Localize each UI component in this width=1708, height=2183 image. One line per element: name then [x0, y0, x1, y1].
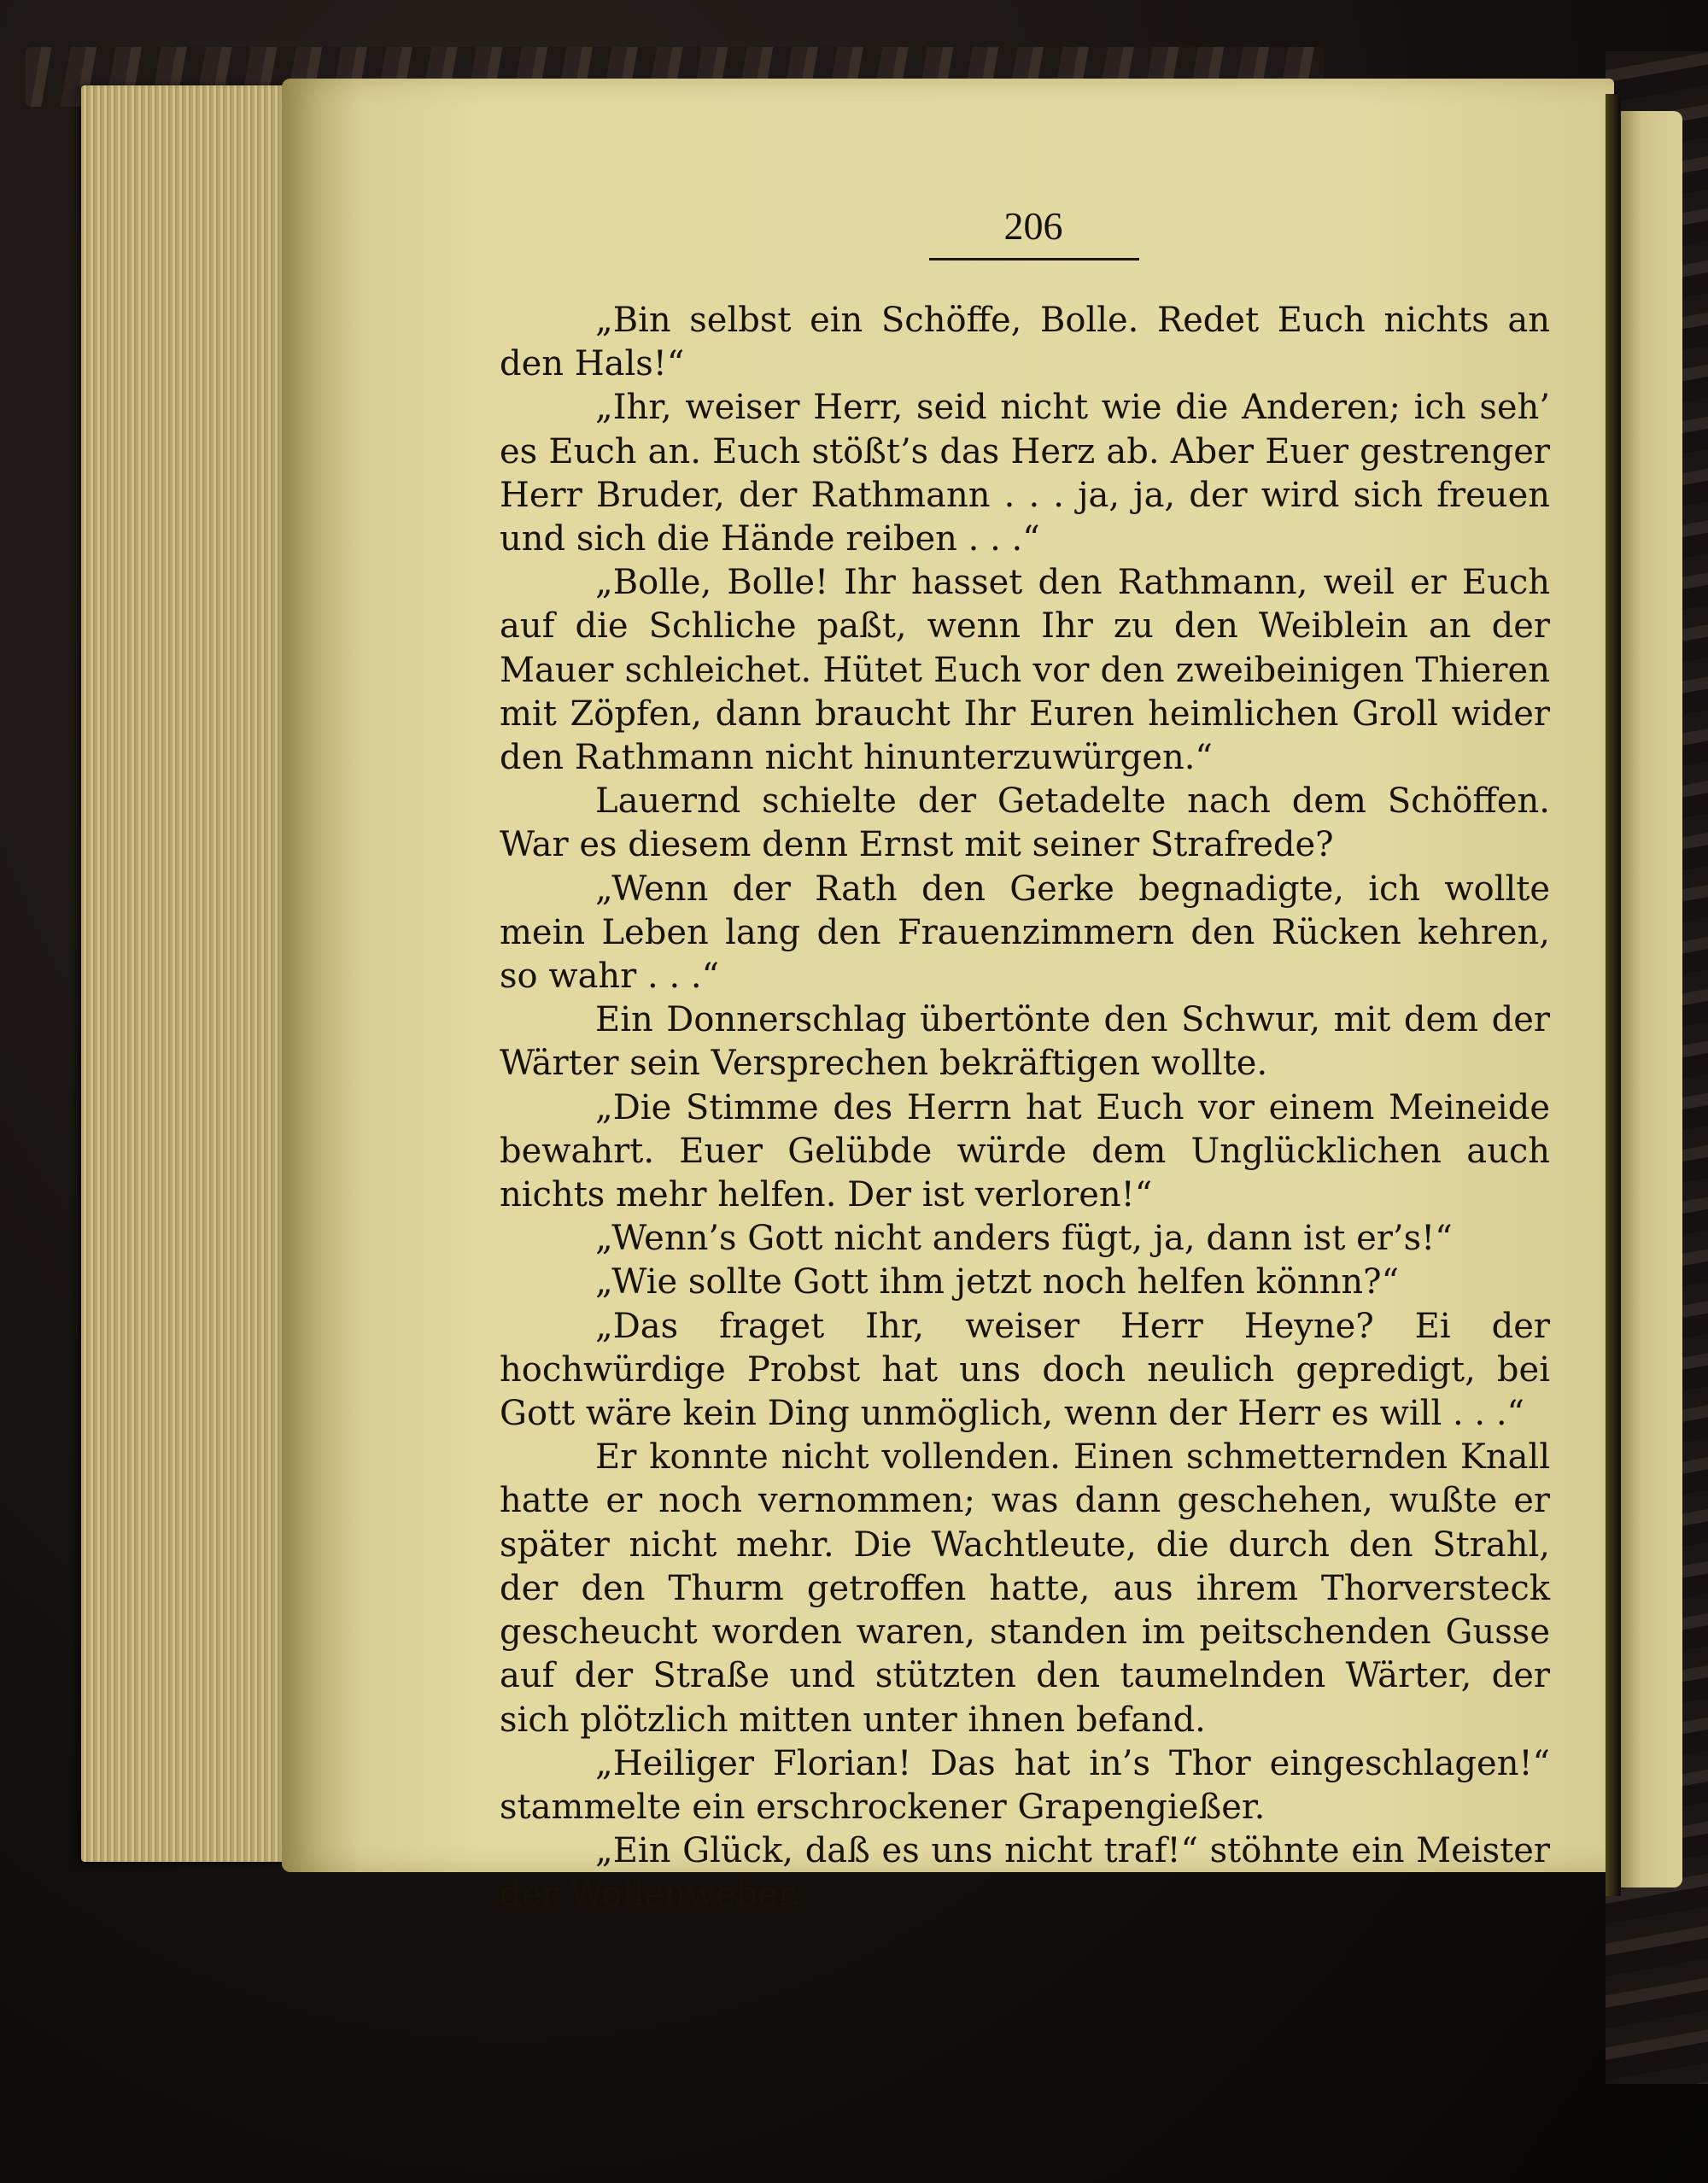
facing-page-edge — [1614, 111, 1682, 1887]
paragraph: „Wenn’s Gott nicht anders fügt, ja, dann ist er’s!“ — [595, 1219, 1453, 1259]
paragraph: „Wenn der Rath den Gerke begnadigte, ich wollte mein Leben lang den Frauenzimmern den Rücken kehren, so wahr . . .“ — [500, 869, 1550, 997]
paragraph: „Ihr, weiser Herr, seid nicht wie die Anderen; ich seh’ es Euch an. Euch stößt’s das Herz ab. Aber Euer gestrenger Herr Bruder, der Rathmann . . . ja, ja, der wird sich freuen und sich die Hände reiben . . .“ — [500, 388, 1550, 559]
paragraph: „Das fraget Ihr, weiser Herr Heyne? Ei der hochwürdige Probst hat uns doch neulich gepredigt, bei Gott wäre kein Ding unmöglich, wenn der Herr es will . . .“ — [500, 1306, 1550, 1434]
body-text — [500, 299, 1550, 1917]
paragraph: „Wie sollte Gott ihm jetzt noch helfen könnn?“ — [595, 1262, 1400, 1302]
header-rule — [929, 258, 1139, 260]
paragraph: „Bolle, Bolle! Ihr hasset den Rathmann, weil er Euch auf die Schliche paßt, wenn Ihr zu den Weiblein an der Mauer schleichet. Hütet Euch vor den zweibeinigen Thieren mit Zöpfen, dann braucht Ihr Euren heimlichen Groll wider den Rathmann nicht hinunterzuwürgen.“ — [500, 563, 1550, 778]
paragraph: Er konnte nicht vollenden. Einen schmetternden Knall hatte er noch vernommen; was dann geschehen, wußte er später nicht mehr. Die Wachtleute, die durch den Strahl, der den Thurm getroffen hatte, aus ihrem Thorversteck gescheucht worden waren, standen im peitschenden Gusse auf der Straße und stützten den taumelnden Wärter, der sich plötzlich mitten unter ihnen befand. — [500, 1437, 1550, 1740]
page-gutter — [1606, 94, 1621, 1896]
paragraph: Ein Donnerschlag übertönte den Schwur, mit dem der Wärter sein Versprechen bekräftigen wollte. — [500, 1000, 1550, 1084]
paragraph: „Die Stimme des Herrn hat Euch vor einem Meineide bewahrt. Euer Gelübde würde dem Unglücklichen auch nichts mehr helfen. Der ist verloren!“ — [500, 1087, 1550, 1215]
paragraph: „Bin selbst ein Schöffe, Bolle. Redet Euch nichts an den Hals!“ — [500, 301, 1550, 384]
page-number: 206 — [1003, 204, 1063, 248]
paragraph: „Heiliger Florian! Das hat in’s Thor eingeschlagen!“ stammelte ein erschrockener Grapengießer. — [500, 1743, 1550, 1827]
paragraph: Lauernd schielte der Getadelte nach dem Schöffen. War es diesem denn Ernst mit seiner Strafrede? — [500, 781, 1550, 865]
paragraph: „Ein Glück, daß es uns nicht traf!“ stöhnte ein Meister der Wollenweber. — [500, 1831, 1550, 1915]
